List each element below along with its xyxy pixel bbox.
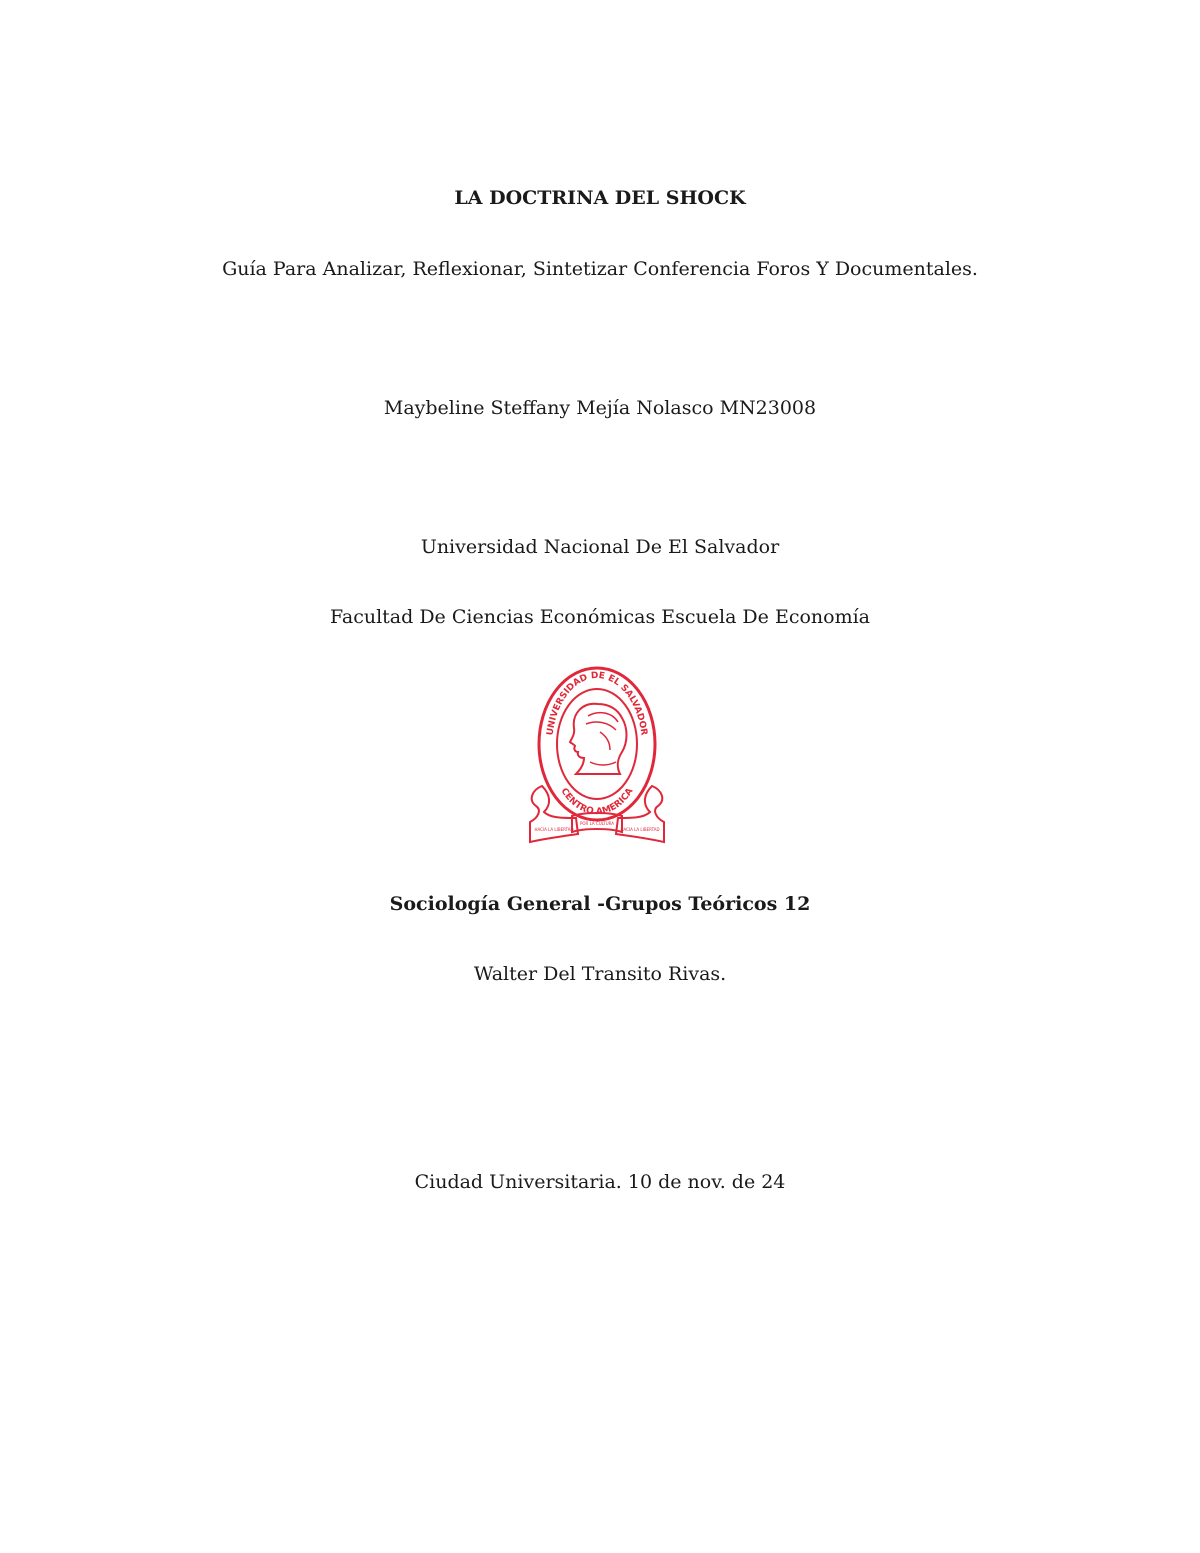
professor-name: Walter Del Transito Rivas. — [473, 963, 727, 985]
course-name: Sociología General -Grupos Teóricos 12 — [389, 893, 811, 915]
document-title: LA DOCTRINA DEL SHOCK — [454, 187, 746, 209]
svg-text:HACIA LA LIBERTAD: HACIA LA LIBERTAD — [620, 827, 660, 832]
faculty-name: Facultad De Ciencias Económicas Escuela De Economía — [329, 606, 870, 628]
svg-text:HACIA LA LIBERTAD: HACIA LA LIBERTAD — [534, 827, 574, 832]
university-name: Universidad Nacional De El Salvador — [420, 536, 780, 558]
document-subtitle: Guía Para Analizar, Reflexionar, Sintetizar Conferencia Foros Y Documentales. — [222, 258, 978, 280]
svg-text:UNIVERSIDAD DE EL SALVADOR: UNIVERSIDAD DE EL SALVADOR — [545, 670, 649, 737]
university-seal-icon — [528, 666, 666, 846]
svg-text:CENTRO AMERICA: CENTRO AMERICA — [558, 786, 636, 818]
author-name: Maybeline Steffany Mejía Nolasco MN23008 — [383, 397, 817, 419]
place-and-date: Ciudad Universitaria. 10 de nov. de 24 — [414, 1171, 786, 1193]
svg-text:POR LA CULTURA: POR LA CULTURA — [579, 821, 615, 826]
